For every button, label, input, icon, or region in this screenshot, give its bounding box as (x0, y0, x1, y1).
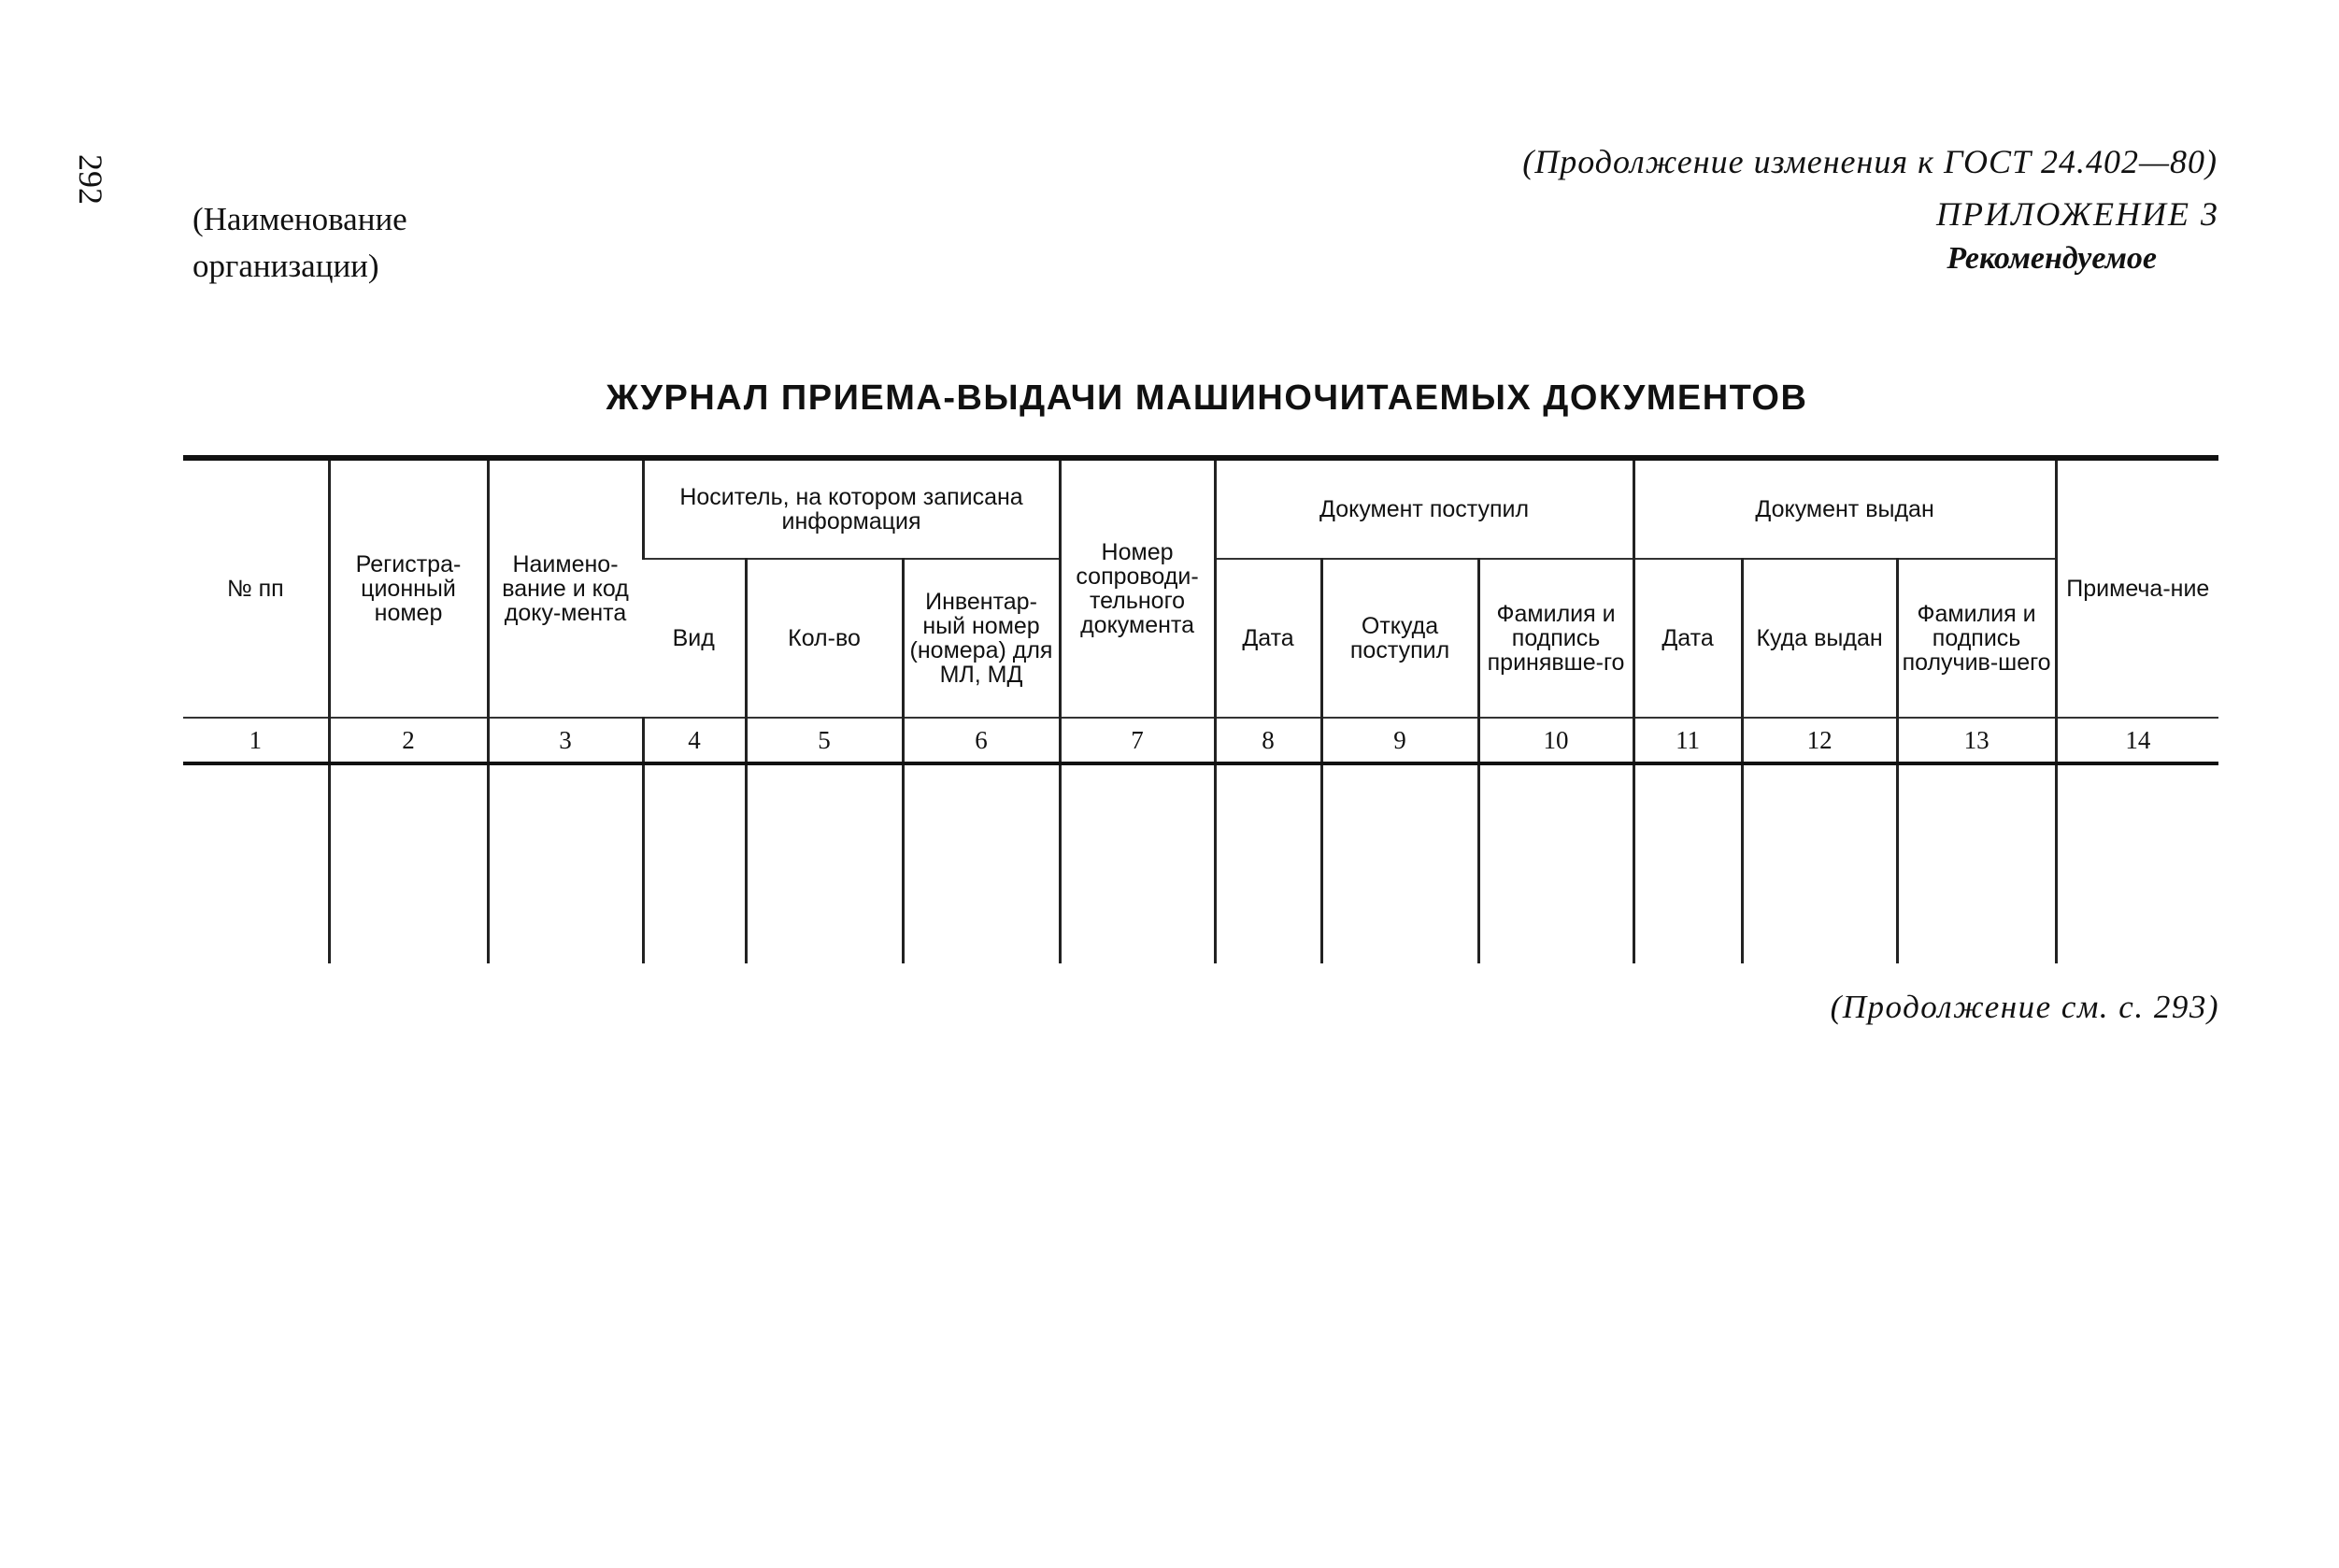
table-cell (1633, 763, 1742, 963)
col-number-10: 10 (1478, 718, 1633, 763)
table-cell (903, 763, 1060, 963)
col-header-receiver-signature: Фамилия и подпись принявше-го (1478, 559, 1633, 718)
col-header-received-from: Откуда поступил (1321, 559, 1478, 718)
col-header-issued-date: Дата (1633, 559, 1742, 718)
col-header-cover-document: Номер сопроводи-тельного документа (1060, 458, 1215, 718)
col-number-11: 11 (1633, 718, 1742, 763)
col-header-note: Примеча-ние (2056, 458, 2218, 718)
table-cell (2056, 763, 2218, 963)
org-label-line1: (Наименование (193, 201, 407, 237)
organization-name-label (193, 196, 407, 290)
table-cell (329, 763, 488, 963)
col-number-12: 12 (1742, 718, 1897, 763)
col-number-13: 13 (1897, 718, 2056, 763)
col-header-recipient-signature: Фамилия и подпись получив-шего (1897, 559, 2056, 718)
table-cell (1478, 763, 1633, 963)
col-number-2: 2 (329, 718, 488, 763)
continuation-reference: (Продолжение изменения к ГОСТ 24.402—80) (1522, 143, 2218, 180)
table-cell (1215, 763, 1321, 963)
col-number-14: 14 (2056, 718, 2218, 763)
col-number-3: 3 (488, 718, 643, 763)
col-header-type: Вид (643, 559, 746, 718)
journal-title: ЖУРНАЛ ПРИЕМА-ВЫДАЧИ МАШИНОЧИТАЕМЫХ ДОКУМЕНТОВ (606, 378, 1808, 418)
table-cell (183, 763, 329, 963)
col-number-9: 9 (1321, 718, 1478, 763)
col-number-8: 8 (1215, 718, 1321, 763)
col-header-quantity: Кол-во (746, 559, 903, 718)
group-header-carrier: Носитель, на котором записана информация (643, 458, 1060, 559)
recommended-label: Рекомендуемое (1947, 241, 2157, 276)
col-number-5: 5 (746, 718, 903, 763)
journal-table (183, 455, 2218, 963)
col-header-issued-to: Куда выдан (1742, 559, 1897, 718)
org-label-line2: организации) (193, 248, 379, 284)
continuation-next-page: (Продолжение см. с. 293) (1830, 989, 2219, 1025)
table-cell (1321, 763, 1478, 963)
group-header-issued: Документ выдан (1633, 458, 2056, 559)
col-header-number: № пп (183, 458, 329, 718)
col-number-4: 4 (643, 718, 746, 763)
col-header-registration: Регистра-ционный номер (329, 458, 488, 718)
table-cell (1060, 763, 1215, 963)
col-header-received-date: Дата (1215, 559, 1321, 718)
table-row (183, 763, 2218, 963)
table-cell (1897, 763, 2056, 963)
table-cell (643, 763, 746, 963)
table-cell (488, 763, 643, 963)
col-header-inventory: Инвентар-ный номер (номера) для МЛ, МД (903, 559, 1060, 718)
col-header-document-name: Наимено-вание и код доку-мента (488, 458, 643, 718)
table-cell (1742, 763, 1897, 963)
appendix-label: ПРИЛОЖЕНИЕ 3 (1936, 195, 2219, 233)
group-header-received: Документ поступил (1215, 458, 1633, 559)
page-number: 292 (72, 154, 109, 205)
col-number-1: 1 (183, 718, 329, 763)
col-number-6: 6 (903, 718, 1060, 763)
table-cell (746, 763, 903, 963)
col-number-7: 7 (1060, 718, 1215, 763)
